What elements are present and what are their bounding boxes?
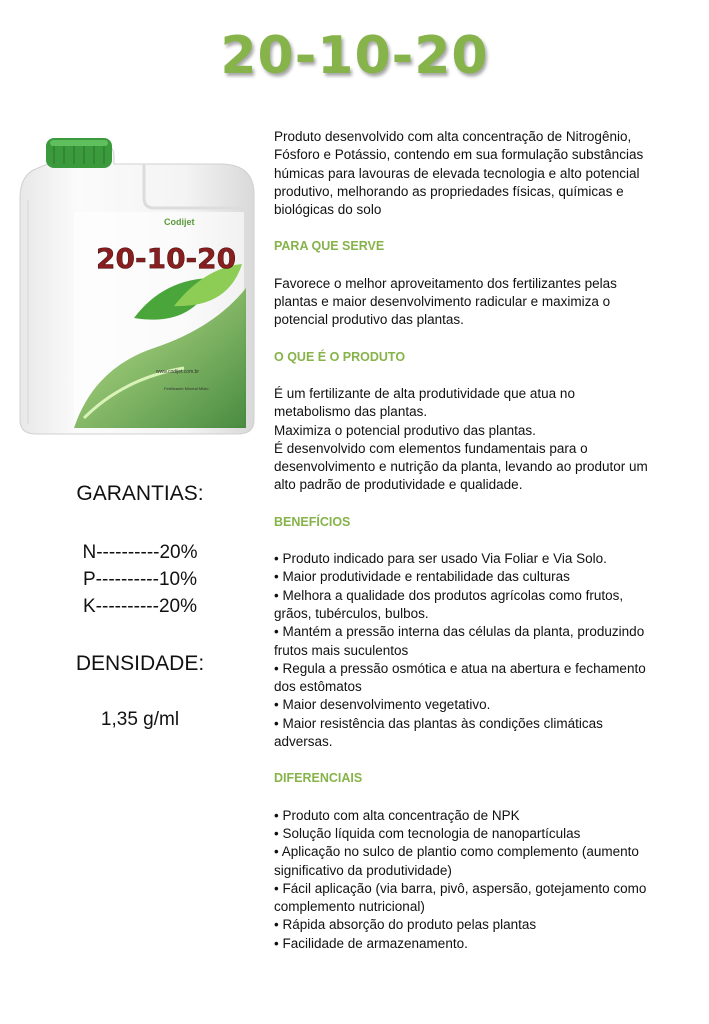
list-item: • Aplicação no sulco de plantio como complemento (aumento <box>274 844 639 860</box>
list-item: • Maior produtividade e rentabilidade das culturas <box>274 569 570 585</box>
label-brand: Codijet <box>164 217 195 227</box>
list-item: • Solução líquida com tecnologia de nanopartículas <box>274 825 581 841</box>
guarantee-k: K----------20% <box>83 596 197 617</box>
description-column <box>274 128 694 953</box>
label-small-text: Fertilizante Mineral Misto <box>164 386 209 391</box>
list-item: • Mantém a pressão interna das células da planta, produzindo <box>274 624 645 640</box>
list-item: frutos mais suculentos <box>274 642 409 658</box>
list-item: dos estômatos <box>274 679 362 695</box>
densidade-title: DENSIDADE: <box>75 652 205 675</box>
list-item: • Regula a pressão osmótica e atua na abertura e fechamento <box>274 660 646 676</box>
para-que-serve-paragraph: Favorece o melhor aproveitamento dos fertilizantes pelas plantas e maior desenvolvimento radicular e maximiza o potencial produtivo das plantas. <box>274 275 617 328</box>
heading-o-que-e: O QUE É O PRODUTO <box>274 349 406 364</box>
densidade-value: 1,35 g/ml <box>100 709 180 730</box>
heading-para-que-serve: PARA QUE SERVE <box>274 239 385 254</box>
page-title: 20-10-20 <box>220 26 489 86</box>
o-que-e-paragraph: É um fertilizante de alta produtividade que atua no metabolismo das plantas. Maximiza o potencial produtivo das plantas. É desenvolvido com elementos fundamentais para o desenvolvimento e nutrição da planta, levando ao produtor um alto padrão de produtividade e qualidade. <box>274 385 648 493</box>
list-item: grãos, tubérculos, bulbos. <box>274 605 429 621</box>
heading-beneficios: BENEFÍCIOS <box>274 514 351 529</box>
list-item: complemento nutricional) <box>274 899 425 915</box>
list-item: • Facilidade de armazenamento. <box>274 935 468 951</box>
list-item: significativo da produtividade) <box>274 862 452 878</box>
intro-paragraph: Produto desenvolvido com alta concentração de Nitrogênio, Fósforo e Potássio, contendo em sua formulação substâncias húmicas para lavouras de elevada tecnologia e alto potencial produtivo, melhorando as propriedades físicas, químicas e biológicas do solo <box>274 129 644 218</box>
guarantee-p: P----------10% <box>83 569 197 590</box>
label-website: www.codijet.com.br <box>156 369 200 375</box>
label-product-name: 20-10-20 <box>96 242 237 275</box>
list-item: • Maior desenvolvimento vegetativo. <box>274 697 491 713</box>
list-item: • Rápida absorção do produto pelas plantas <box>274 917 537 933</box>
product-jug-image <box>14 128 264 438</box>
list-item: adversas. <box>274 734 333 750</box>
list-item: • Maior resistência das plantas às condições climáticas <box>274 715 603 731</box>
guarantee-n: N----------20% <box>82 542 198 563</box>
diferenciais-list <box>274 807 694 953</box>
list-item: • Produto com alta concentração de NPK <box>274 807 520 823</box>
list-item: • Fácil aplicação (via barra, pivô, aspersão, gotejamento como <box>274 880 647 896</box>
garantias-title: GARANTIAS: <box>76 482 204 505</box>
beneficios-list <box>274 550 694 751</box>
list-item: • Produto indicado para ser usado Via Foliar e Via Solo. <box>274 551 607 567</box>
list-item: • Melhora a qualidade dos produtos agrícolas como frutos, <box>274 587 624 603</box>
guarantee-list <box>40 539 240 620</box>
heading-diferenciais: DIFERENCIAIS <box>274 771 363 786</box>
